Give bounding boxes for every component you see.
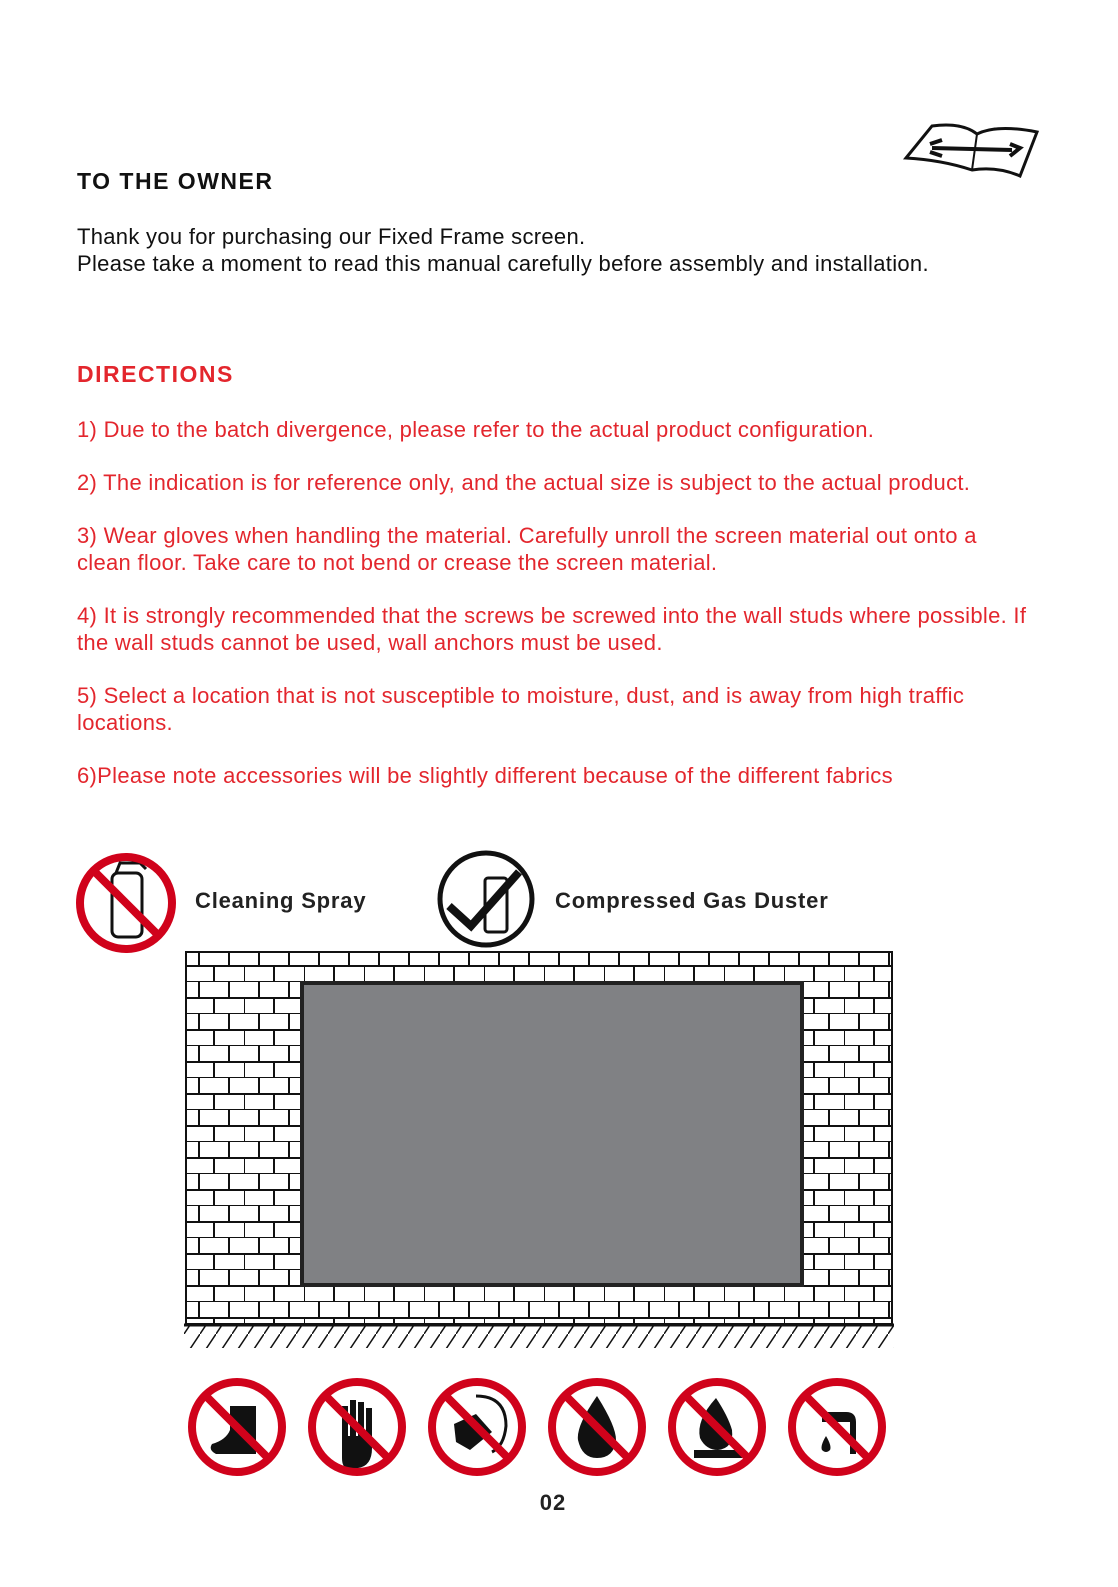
no-stepping-icon bbox=[186, 1376, 288, 1478]
wall-installation-diagram bbox=[184, 950, 896, 1350]
gas-duster-label: Compressed Gas Duster bbox=[555, 888, 829, 913]
manual-book-icon bbox=[902, 120, 1042, 180]
owner-line-2: Please take a moment to read this manual carefully before assembly and installation. bbox=[77, 251, 929, 276]
owner-line-1: Thank you for purchasing our Fixed Frame screen. bbox=[77, 224, 586, 249]
owner-heading: TO THE OWNER bbox=[77, 168, 274, 194]
page-number: 02 bbox=[539, 1490, 567, 1515]
approved-gas-duster-icon bbox=[435, 848, 537, 950]
no-touching-icon bbox=[306, 1376, 408, 1478]
floor-hatch bbox=[184, 1326, 894, 1348]
owner-text bbox=[77, 223, 929, 277]
projection-screen bbox=[302, 983, 802, 1285]
directions-list bbox=[77, 416, 1037, 789]
no-fire-icon bbox=[666, 1376, 768, 1478]
no-dripping-icon bbox=[786, 1376, 888, 1478]
directions-heading: DIRECTIONS bbox=[77, 361, 234, 387]
direction-item: 1) Due to the batch divergence, please refer to the actual product configuration. bbox=[77, 417, 875, 442]
direction-item: 6)Please note accessories will be slightly different because of the different fabrics bbox=[77, 763, 893, 788]
direction-item: 5) Select a location that is not susceptible to moisture, dust, and is away from high traffic locations. bbox=[77, 683, 965, 735]
direction-item: 4) It is strongly recommended that the screws be screwed into the wall studs where possible. If the wall studs cannot be used, wall anchors must be used. bbox=[77, 603, 1027, 655]
cleaning-spray-label: Cleaning Spray bbox=[195, 888, 367, 913]
direction-item: 2) The indication is for reference only, and the actual size is subject to the actual product. bbox=[77, 470, 971, 495]
warning-icons-row bbox=[186, 1376, 888, 1478]
no-wiping-icon bbox=[426, 1376, 528, 1478]
direction-item: 3) Wear gloves when handling the material. Carefully unroll the screen material out onto a clean floor. Take care to not bend or crease the screen material. bbox=[77, 523, 977, 575]
no-cleaning-spray-icon bbox=[74, 851, 178, 955]
no-water-icon bbox=[546, 1376, 648, 1478]
